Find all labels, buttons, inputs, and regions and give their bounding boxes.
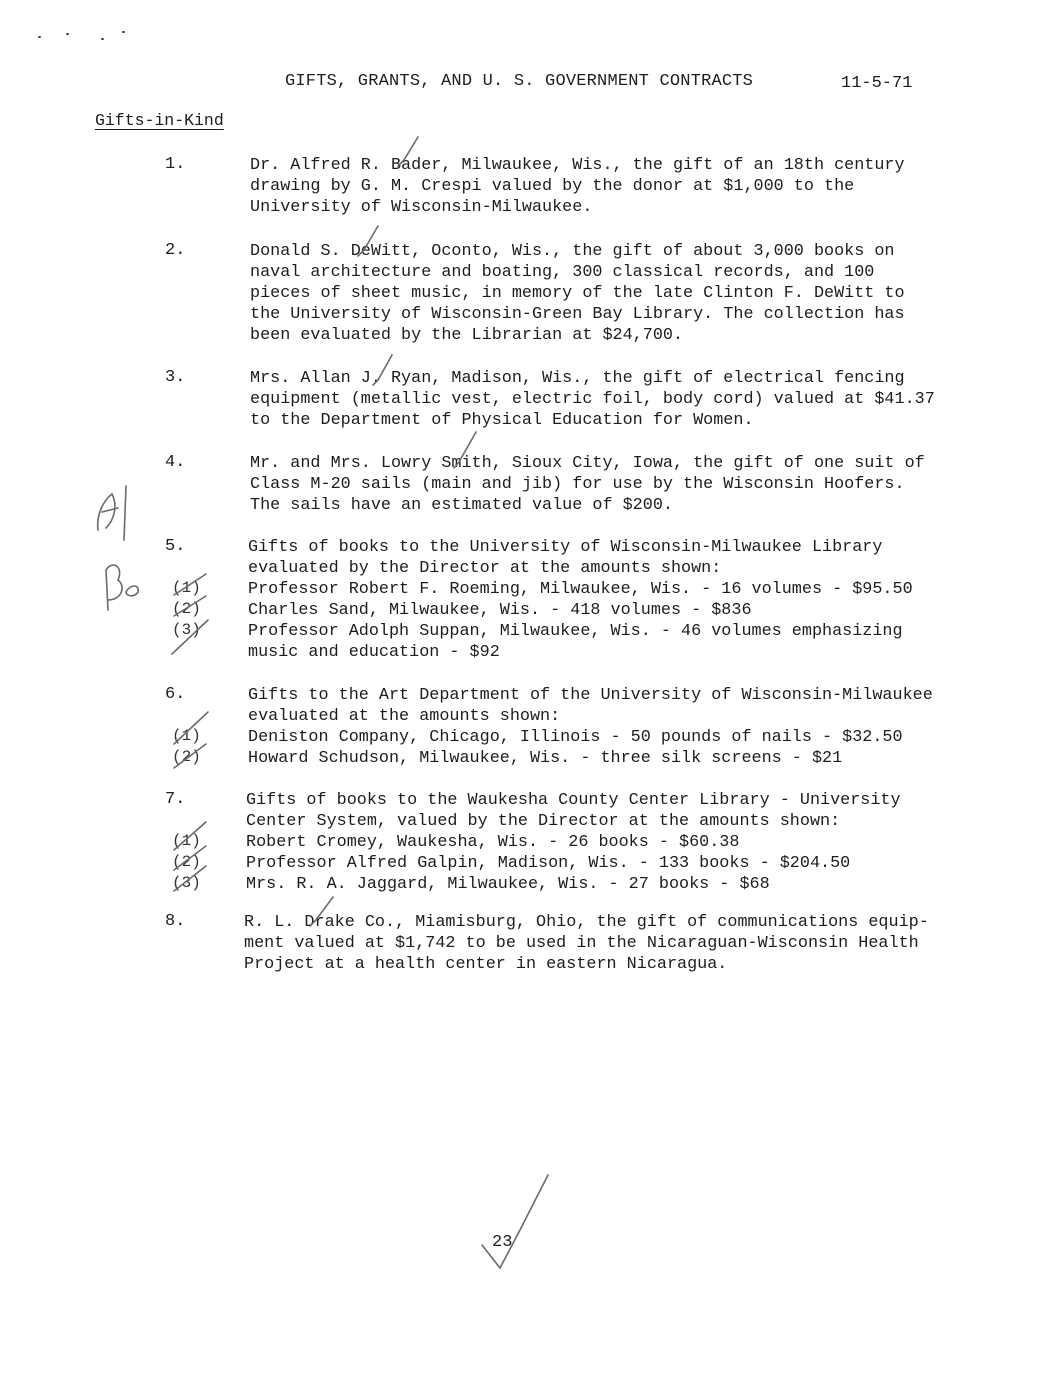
item-line: Dr. Alfred R. Bader, Milwaukee, Wis., the gift of an 18th century (250, 156, 905, 175)
item-line: R. L. Drake Co., Miamisburg, Ohio, the gift of communications equip- (244, 913, 929, 932)
item-line: pieces of sheet music, in memory of the late Clinton F. DeWitt to (250, 284, 905, 303)
item-line: music and education - $92 (248, 643, 500, 662)
item-line: drawing by G. M. Crespi valued by the donor at $1,000 to the (250, 177, 855, 196)
item-number: 6. (165, 685, 186, 704)
item-line: Gifts of books to the Waukesha County Center Library - University (246, 791, 901, 810)
paper-speck (122, 31, 125, 33)
section-heading: Gifts-in-Kind (95, 111, 224, 130)
item-line: been evaluated by the Librarian at $24,700. (250, 326, 684, 345)
handwritten-note-mark (98, 486, 126, 540)
document-title: GIFTS, GRANTS, AND U. S. GOVERNMENT CONTRACTS (285, 72, 754, 91)
paper-speck (101, 38, 104, 40)
paper-speck (66, 33, 69, 35)
sub-item-mark: (1) (172, 832, 201, 850)
item-line: Class M-20 sails (main and jib) for use by the Wisconsin Hoofers. (250, 475, 905, 494)
item-line: Mrs. R. A. Jaggard, Milwaukee, Wis. - 27 books - $68 (246, 875, 770, 894)
sub-item-mark: (2) (172, 600, 201, 618)
item-line: ment valued at $1,742 to be used in the Nicaraguan-Wisconsin Health (244, 934, 919, 953)
item-line: Mrs. Allan J. Ryan, Madison, Wis., the gift of electrical fencing (250, 369, 905, 388)
item-text (250, 368, 990, 431)
item-text (250, 453, 990, 516)
document-date: 11-5-71 (841, 74, 913, 93)
item-line: Center System, valued by the Director at the amounts shown: (246, 812, 841, 831)
item-line: Professor Alfred Galpin, Madison, Wis. - 133 books - $204.50 (246, 854, 851, 873)
item-number: 7. (165, 790, 186, 809)
page-number: 23 (492, 1233, 513, 1252)
item-line: Deniston Company, Chicago, Illinois - 50 pounds of nails - $32.50 (248, 728, 903, 747)
item-text (250, 155, 990, 218)
item-text (246, 790, 986, 895)
sub-item-mark: (3) (172, 621, 201, 639)
item-text (250, 241, 990, 346)
item-number: 5. (165, 537, 186, 556)
item-line: Gifts of books to the University of Wisconsin-Milwaukee Library (248, 538, 883, 557)
item-line: to the Department of Physical Education for Women. (250, 411, 754, 430)
sub-item-mark: (2) (172, 748, 201, 766)
item-line: evaluated at the amounts shown: (248, 707, 561, 726)
item-line: evaluated by the Director at the amounts shown: (248, 559, 722, 578)
sub-item-mark: (2) (172, 853, 201, 871)
item-line: naval architecture and boating, 300 classical records, and 100 (250, 263, 875, 282)
item-text (248, 685, 988, 769)
item-line: Howard Schudson, Milwaukee, Wis. - three silk screens - $21 (248, 749, 843, 768)
item-text (244, 912, 984, 975)
item-number: 4. (165, 453, 186, 472)
item-line: Project at a health center in eastern Nicaragua. (244, 955, 728, 974)
item-line: Donald S. DeWitt, Oconto, Wis., the gift of about 3,000 books on (250, 242, 895, 261)
paper-speck (38, 36, 41, 38)
item-line: University of Wisconsin-Milwaukee. (250, 198, 593, 217)
item-line: equipment (metallic vest, electric foil, body cord) valued at $41.37 (250, 390, 935, 409)
item-line: Charles Sand, Milwaukee, Wis. - 418 volumes - $836 (248, 601, 752, 620)
item-line: Professor Adolph Suppan, Milwaukee, Wis. - 46 volumes emphasizing (248, 622, 903, 641)
handwritten-note-mark (106, 565, 138, 610)
item-number: 8. (165, 912, 186, 931)
sub-item-mark: (3) (172, 874, 201, 892)
item-line: the University of Wisconsin-Green Bay Library. The collection has (250, 305, 905, 324)
sub-item-mark: (1) (172, 579, 201, 597)
check-mark-icon (482, 1175, 548, 1268)
item-number: 2. (165, 241, 186, 260)
item-number: 1. (165, 155, 186, 174)
sub-item-mark: (1) (172, 727, 201, 745)
item-line: Robert Cromey, Waukesha, Wis. - 26 books - $60.38 (246, 833, 740, 852)
item-line: Mr. and Mrs. Lowry Smith, Sioux City, Iowa, the gift of one suit of (250, 454, 925, 473)
item-text (248, 537, 988, 663)
item-line: Professor Robert F. Roeming, Milwaukee, Wis. - 16 volumes - $95.50 (248, 580, 913, 599)
item-line: Gifts to the Art Department of the University of Wisconsin-Milwaukee (248, 686, 933, 705)
item-number: 3. (165, 368, 186, 387)
item-line: The sails have an estimated value of $200. (250, 496, 673, 515)
